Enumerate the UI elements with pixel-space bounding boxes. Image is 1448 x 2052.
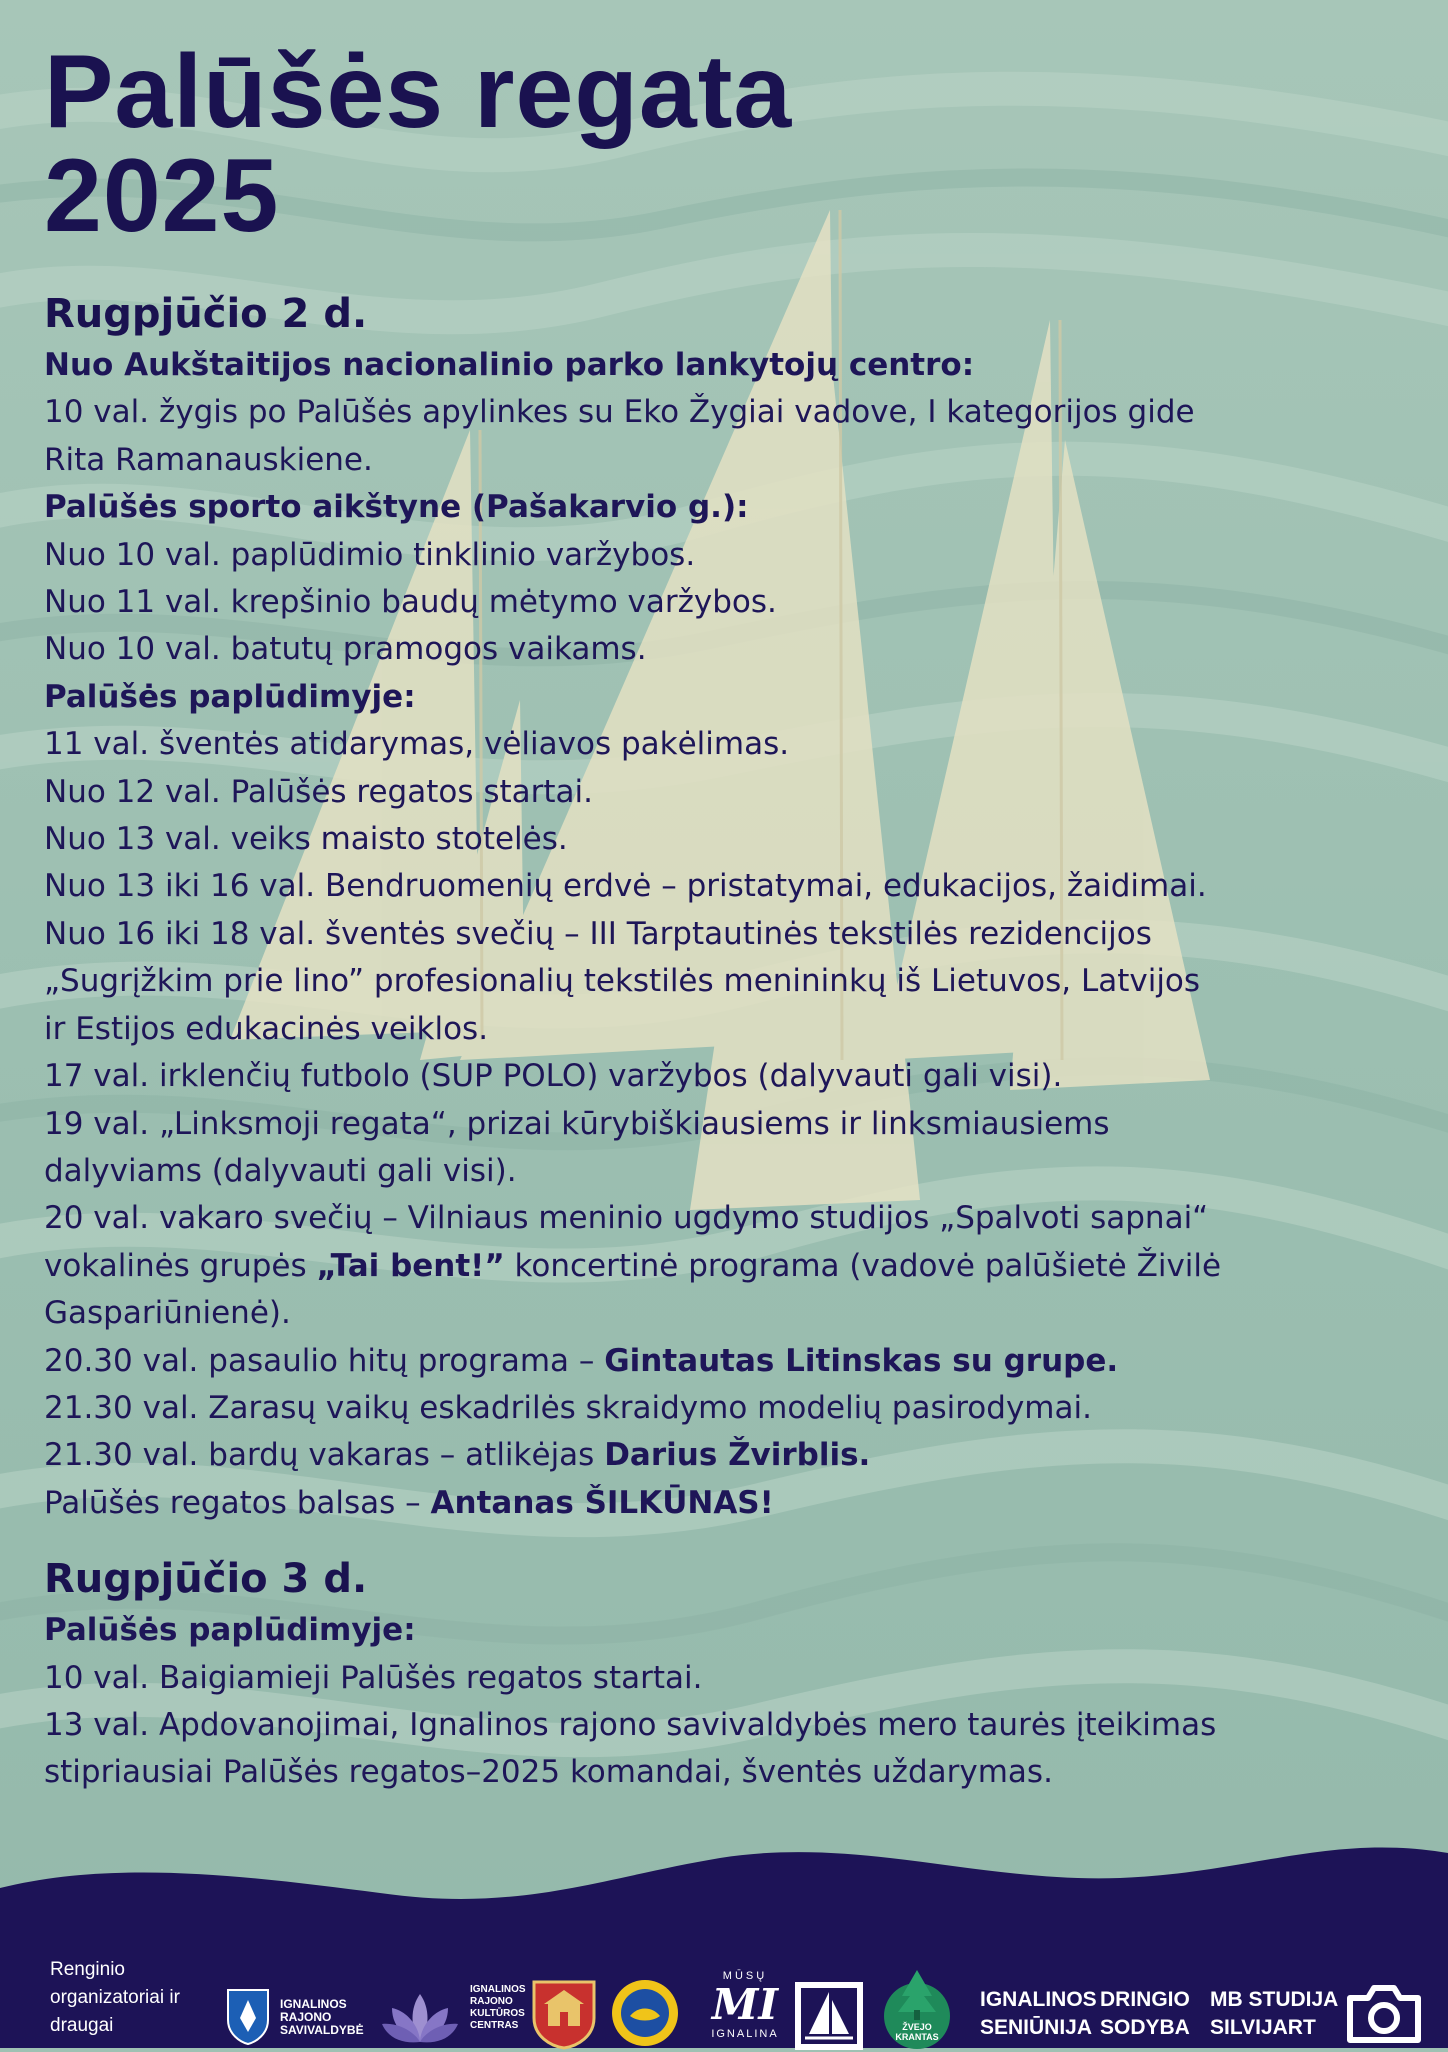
schedule-text: Nuo 16 iki 18 val. šventės svečių – III Tarptautinės tekstilės rezidencijos (44, 915, 1152, 952)
schedule-text: „Sugrįžkim prie lino” profesionalių tekstilės menininkų iš Lietuvos, Latvijos (44, 963, 1201, 1000)
schedule-text: Nuo 10 val. batutų pramogos vaikams. (44, 631, 647, 668)
schedule-text-bold: Palūšės paplūdimyje: (44, 678, 416, 715)
schedule-line (44, 342, 1414, 389)
schedule-line (44, 1749, 1414, 1796)
schedule-text-bold: Darius Žvirblis. (604, 1437, 871, 1474)
poster-title (44, 34, 1414, 254)
schedule-text: dalyviams (dalyvauti gali visi). (44, 1152, 517, 1189)
day1-schedule (44, 342, 1414, 1527)
schedule-line (44, 863, 1414, 910)
schedule-text: 20.30 val. pasaulio hitų programa – (44, 1342, 605, 1379)
day1-heading: Rugpjūčio 2 d. (44, 291, 368, 337)
schedule-line (44, 1148, 1414, 1195)
schedule-line (44, 1702, 1414, 1749)
schedule-line (44, 579, 1414, 626)
schedule-text: Nuo 11 val. krepšinio baudų mėtymo varžybos. (44, 584, 777, 621)
schedule-line (44, 626, 1414, 673)
logo-ignalinos-seniunija: IGNALINOS SENIŪNIJA (980, 1988, 1097, 2039)
schedule-line (44, 1243, 1414, 1290)
schedule-line (44, 1385, 1414, 1432)
schedule-line (44, 1432, 1414, 1479)
schedule-text: Nuo 13 val. veiks maisto stotelės. (44, 821, 568, 858)
schedule-line (44, 674, 1414, 721)
schedule-line (44, 437, 1414, 484)
schedule-line (44, 389, 1414, 436)
schedule-line (44, 484, 1414, 531)
schedule-text: 17 val. irklenčių futbolo (SUP POLO) varžybos (dalyvauti gali visi). (44, 1058, 1063, 1095)
schedule-text-bold: Palūšės paplūdimyje: (44, 1612, 416, 1649)
logo-mb-studija-silvijart: MB STUDIJA SILVIJART (1210, 1988, 1339, 2039)
schedule-line (44, 1338, 1414, 1385)
round-emblem-icon (610, 1978, 680, 2048)
schedule-text: Rita Ramanauskiene. (44, 441, 373, 478)
title-line-1: Palūšės regata (44, 34, 793, 150)
schedule-text-bold: Palūšės sporto aikštyne (Pašakarvio g.): (44, 489, 749, 526)
schedule-line (44, 816, 1414, 863)
schedule-text: Gaspariūnienė). (44, 1295, 291, 1332)
schedule-text: 10 val. Baigiamieji Palūšės regatos startai. (44, 1659, 703, 1696)
schedule-text: 21.30 val. bardų vakaras – atlikėjas (44, 1437, 605, 1474)
footer-logos: Renginio organizatoriai ir draugai IGNALINOS RAJONO SAVIVALDYBĖ IGNALINOS RAJONO KULTŪROS CENTRAS MŪSŲ MI IGNALINA ŽVEJO KRANTAS IGNALINOS SENIŪNIJA DRINGIO SODYBA MB STUDIJA SILVIJART (0, 1838, 1448, 2048)
schedule-text: 21.30 val. Zarasų vaikų eskadrilės skraidymo modelių pasirodymai. (44, 1389, 1092, 1426)
schedule-line (44, 1480, 1414, 1527)
sailboat-icon (793, 1980, 865, 2052)
schedule-line (44, 911, 1414, 958)
schedule-line (44, 958, 1414, 1005)
schedule-line (44, 532, 1414, 579)
lotus-icon (380, 1988, 460, 2048)
schedule-text: 11 val. šventės atidarymas, vėliavos pakėlimas. (44, 726, 790, 763)
schedule-line (44, 769, 1414, 816)
schedule-text: 13 val. Apdovanojimai, Ignalinos rajono savivaldybės mero taurės įteikimas (44, 1706, 1217, 1743)
schedule-text: koncertinė programa (vadovė palūšietė Živilė (504, 1247, 1222, 1284)
title-line-2: 2025 (44, 138, 280, 254)
schedule-line (44, 1655, 1414, 1702)
day2-heading: Rugpjūčio 3 d. (44, 1556, 368, 1603)
schedule-text: Palūšės regatos balsas – (44, 1484, 431, 1521)
schedule-text: Nuo 10 val. paplūdimio tinklinio varžybos. (44, 536, 696, 573)
schedule-text-bold: Nuo Aukštaitijos nacionalinio parko lankytojų centro: (44, 347, 975, 383)
poster-content (44, 34, 1414, 1797)
day2-schedule (44, 1607, 1414, 1797)
footer-sponsors (0, 1838, 1448, 2048)
schedule-text: 20 val. vakaro svečių – Vilniaus meninio ugdymo studijos „Spalvoti sapnai“ (44, 1200, 1209, 1237)
logo-musu-ignalina: MŪSŲ MI IGNALINA (711, 1970, 779, 2040)
schedule-text-bold: Antanas ŠILKŪNAS! (430, 1484, 774, 1521)
schedule-text: vokalinės grupės (44, 1247, 317, 1284)
schedule-line (44, 1101, 1414, 1148)
logo-dringio-sodyba: DRINGIO SODYBA (1100, 1988, 1190, 2039)
schedule-line (44, 1607, 1414, 1654)
schedule-line (44, 1290, 1414, 1337)
schedule-line (44, 1195, 1414, 1242)
schedule-text: 10 val. žygis po Palūšės apylinkes su Eko Žygiai vadove, I kategorijos gide (44, 394, 1195, 431)
organizers-label: Renginio organizatoriai ir draugai (50, 1959, 180, 2036)
schedule-text: 19 val. „Linksmoji regata“, prizai kūrybiškiausiems ir linksmiausiems (44, 1105, 1110, 1142)
schedule-text-bold: Gintautas Litinskas su grupe. (604, 1342, 1119, 1379)
schedule-text: Nuo 12 val. Palūšės regatos startai. (44, 773, 594, 810)
schedule-line (44, 1053, 1414, 1100)
schedule-line (44, 1006, 1414, 1053)
schedule-text: Nuo 13 iki 16 val. Bendruomenių erdvė – pristatymai, edukacijos, žaidimai. (44, 868, 1207, 905)
schedule-text: ir Estijos edukacinės veiklos. (44, 1010, 489, 1047)
schedule-line (44, 721, 1414, 768)
schedule-text-bold: „Tai bent!” (316, 1247, 505, 1284)
schedule-text: stipriausiai Palūšės regatos–2025 komandai, šventės uždarymas. (44, 1754, 1053, 1791)
shield-icon (224, 1986, 272, 2046)
park-emblem-icon (530, 1978, 598, 2050)
